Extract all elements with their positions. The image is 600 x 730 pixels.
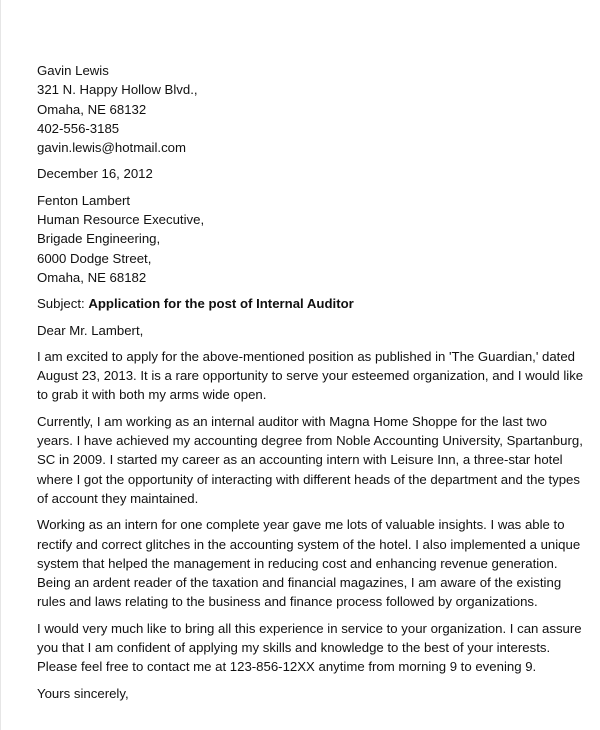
sender-address-line1: 321 N. Happy Hollow Blvd., xyxy=(37,82,198,98)
closing: Yours sincerely, xyxy=(37,685,129,701)
salutation-block xyxy=(37,321,577,340)
paragraph-line: to grab it with both my arms wide open. xyxy=(37,387,267,403)
recipient-title: Human Resource Executive, xyxy=(37,212,205,228)
paragraph-4 xyxy=(37,619,582,677)
salutation: Dear Mr. Lambert, xyxy=(37,322,144,338)
recipient-name: Fenton Lambert xyxy=(37,192,131,208)
recipient-block xyxy=(37,191,577,287)
paragraph-line: Being an ardent reader of the taxation and financial magazines, I am aware of the existing xyxy=(37,575,562,591)
paragraph-line: of account they maintained. xyxy=(37,490,199,506)
sender-name: Gavin Lewis xyxy=(37,63,109,78)
paragraph-line: Working as an intern for one complete year gave me lots of valuable insights. I was able to xyxy=(37,517,565,533)
paragraph-line: Currently, I am working as an internal auditor with Magna Home Shoppe for the last two xyxy=(37,413,547,429)
sender-address-line2: Omaha, NE 68132 xyxy=(37,101,147,117)
date-block xyxy=(37,164,577,183)
cover-letter xyxy=(37,61,584,710)
paragraph-line: system that helped the management in reducing cost and enhancing revenue generation. xyxy=(37,555,558,571)
closing-block xyxy=(37,684,577,703)
recipient-city: Omaha, NE 68182 xyxy=(37,269,147,285)
sender-email: gavin.lewis@hotmail.com xyxy=(37,140,186,156)
paragraph-line: where I got the opportunity of interacting with different heads of the department and the types xyxy=(37,471,580,487)
paragraph-2 xyxy=(37,412,583,508)
paragraph-line: rules and laws relating to the business and finance process followed by organizations. xyxy=(37,594,538,610)
subject-line xyxy=(37,294,577,313)
paragraph-3 xyxy=(37,515,581,611)
paragraph-line: you that I am confident of applying my skills and knowledge to the best of your interests. xyxy=(37,640,551,656)
paragraph-line: Please feel free to contact me at 123-856-12XX anytime from morning 9 to evening 9. xyxy=(37,659,537,675)
subject-label: Subject: xyxy=(37,296,85,312)
subject-text: Application for the post of Internal Auditor xyxy=(88,296,354,312)
letter-date: December 16, 2012 xyxy=(37,166,153,182)
sender-block xyxy=(37,61,577,157)
paragraph-line: rectify and correct glitches in the accounting system of the hotel. I also implemented a unique xyxy=(37,536,581,552)
paragraph-line: years. I have achieved my accounting degree from Noble Accounting University, Spartanburg, xyxy=(37,433,583,449)
paragraph-line: SC in 2009. I started my career as an accounting intern with Leisure Inn, a three-star hotel xyxy=(37,452,563,468)
sender-phone: 402-556-3185 xyxy=(37,120,120,136)
paragraph-line: I would very much like to bring all this experience in service to your organization. I can assure xyxy=(37,620,582,636)
paragraph-1 xyxy=(37,347,584,405)
recipient-company: Brigade Engineering, xyxy=(37,231,161,247)
paragraph-line: I am excited to apply for the above-mentioned position as published in 'The Guardian,' dated xyxy=(37,348,575,364)
recipient-street: 6000 Dodge Street, xyxy=(37,250,152,266)
paragraph-line: August 23, 2013. It is a rare opportunity to serve your esteemed organization, and I would like xyxy=(37,368,584,384)
